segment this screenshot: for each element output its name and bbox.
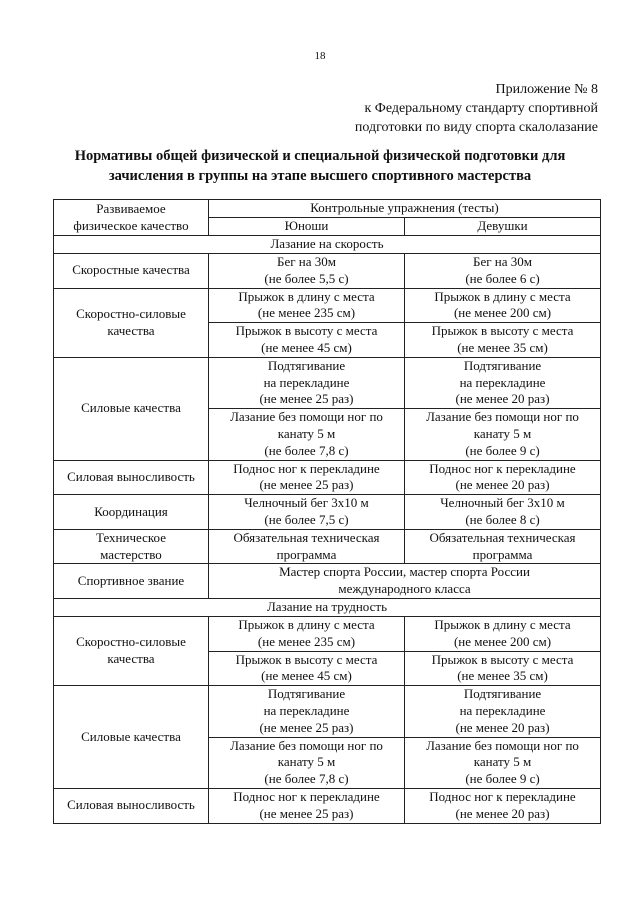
appendix-line: подготовки по виду спорта скалолазание — [354, 120, 598, 135]
norm-line: Прыжок в высоту с места — [431, 651, 574, 667]
norm-line: (не более 9 с) — [465, 771, 540, 787]
boys-norm-cell — [209, 788, 405, 823]
table-row — [54, 288, 601, 323]
norm-line: Подтягивание — [463, 357, 542, 373]
girls-norm-cell — [405, 651, 601, 686]
section-row — [54, 236, 601, 254]
boys-norm-cell — [209, 323, 405, 358]
norm-line: (не менее 45 см) — [261, 668, 352, 684]
rank-line: Мастер спорта России, мастер спорта России — [279, 564, 530, 580]
norm-line: (не менее 235 см) — [257, 633, 356, 649]
quality-cell — [54, 529, 209, 564]
quality-cell: Силовая выносливость — [54, 788, 209, 823]
section-title-speed: Лазание на скорость — [54, 236, 601, 254]
norm-line: (не более 6 с) — [465, 270, 540, 286]
norm-line: (не менее 25 раз) — [259, 719, 354, 735]
norm-line: Прыжок в длину с места — [238, 288, 375, 304]
norm-line: Прыжок в высоту с места — [235, 323, 378, 339]
norm-line: (не более 7,5 с) — [264, 511, 349, 527]
appendix-header — [298, 80, 598, 137]
norm-line: (не менее 20 раз) — [455, 805, 550, 821]
header-boys-cell: Юноши — [209, 218, 405, 236]
norm-line: Лазание без помощи ног по — [230, 409, 383, 425]
norm-line: (не менее 45 см) — [261, 339, 352, 355]
table-row — [54, 357, 601, 408]
norm-line: (не более 8 с) — [465, 511, 540, 527]
norm-line: Подтягивание — [463, 686, 542, 702]
girls-norm-cell — [405, 323, 601, 358]
appendix-line: Приложение № 8 — [495, 82, 598, 97]
norm-line: Поднос ног к перекладине — [233, 788, 380, 804]
norm-line: Подтягивание — [267, 686, 346, 702]
norm-line: Прыжок в длину с места — [238, 616, 375, 632]
norm-line: Челночный бег 3х10 м — [244, 495, 369, 511]
table-row — [54, 616, 601, 651]
boys-norm-cell — [209, 651, 405, 686]
header-tests-cell: Контрольные упражнения (тесты) — [209, 200, 601, 218]
norm-line: на перекладине — [459, 702, 546, 718]
norm-line: Поднос ног к перекладине — [233, 460, 380, 476]
norm-line: Лазание без помощи ног по — [426, 409, 579, 425]
boys-norm-cell — [209, 686, 405, 737]
table-row — [54, 495, 601, 530]
norm-line: (не менее 25 раз) — [259, 805, 354, 821]
norm-line: (не менее 35 см) — [457, 668, 548, 684]
norm-line: (не более 5,5 с) — [264, 270, 349, 286]
boys-norm-cell — [209, 460, 405, 495]
table-row — [54, 460, 601, 495]
appendix-line: к Федеральному стандарту спортивной — [364, 101, 598, 116]
boys-norm-cell — [209, 495, 405, 530]
quality-cell: Силовые качества — [54, 686, 209, 789]
header-girls-cell: Девушки — [405, 218, 601, 236]
norm-line: канату 5 м — [473, 754, 532, 770]
girls-norm-cell — [405, 460, 601, 495]
header-quality-line: физическое качество — [73, 217, 189, 233]
norm-line: программа — [276, 546, 337, 562]
norm-line: (не менее 200 см) — [453, 305, 552, 321]
girls-norm-cell — [405, 686, 601, 737]
norm-line: Поднос ног к перекладине — [429, 460, 576, 476]
norm-line: (не менее 200 см) — [453, 633, 552, 649]
table-row — [54, 254, 601, 289]
section-title-difficulty: Лазание на трудность — [54, 598, 601, 616]
boys-norm-cell — [209, 409, 405, 460]
quality-line: качества — [107, 322, 155, 338]
boys-norm-cell — [209, 616, 405, 651]
girls-norm-cell — [405, 616, 601, 651]
norm-line: (не менее 235 см) — [257, 305, 356, 321]
table-row — [54, 686, 601, 737]
norm-line: Челночный бег 3х10 м — [440, 495, 565, 511]
quality-cell: Спортивное звание — [54, 564, 209, 599]
boys-norm-cell — [209, 529, 405, 564]
norm-line: Прыжок в высоту с места — [431, 323, 574, 339]
quality-line: Скоростно-силовые — [76, 634, 186, 650]
norm-line: Прыжок в длину с места — [434, 288, 571, 304]
norm-line: (не менее 20 раз) — [455, 477, 550, 493]
girls-norm-cell — [405, 737, 601, 788]
norm-line: Лазание без помощи ног по — [230, 737, 383, 753]
girls-norm-cell — [405, 254, 601, 289]
table-row — [54, 788, 601, 823]
quality-line: мастерство — [100, 546, 162, 562]
norm-line: канату 5 м — [473, 425, 532, 441]
norm-line: Обязательная техническая — [233, 529, 380, 545]
boys-norm-cell — [209, 737, 405, 788]
boys-norm-cell — [209, 288, 405, 323]
norm-line: (не менее 35 см) — [457, 339, 548, 355]
norm-line: (не более 7,8 с) — [264, 771, 349, 787]
boys-norm-cell — [209, 357, 405, 408]
girls-norm-cell — [405, 409, 601, 460]
title-line: зачисления в группы на этапе высшего спортивного мастерства — [108, 168, 532, 184]
norm-line: (не более 7,8 с) — [264, 442, 349, 458]
table-row — [54, 564, 601, 599]
girls-norm-cell — [405, 495, 601, 530]
norm-line: программа — [472, 546, 533, 562]
girls-norm-cell — [405, 357, 601, 408]
norm-line: на перекладине — [263, 374, 350, 390]
norm-line: канату 5 м — [277, 425, 336, 441]
quality-cell: Силовая выносливость — [54, 460, 209, 495]
boys-norm-cell — [209, 254, 405, 289]
norm-line: на перекладине — [459, 374, 546, 390]
norm-line: Прыжок в длину с места — [434, 616, 571, 632]
norm-line: (не менее 25 раз) — [259, 391, 354, 407]
quality-cell: Координация — [54, 495, 209, 530]
header-quality-line: Развиваемое — [96, 200, 166, 216]
quality-cell — [54, 288, 209, 357]
page-number: 18 — [314, 50, 326, 62]
norm-line: (не менее 25 раз) — [259, 477, 354, 493]
quality-line: Техническое — [96, 529, 166, 545]
quality-cell: Скоростные качества — [54, 254, 209, 289]
girls-norm-cell — [405, 288, 601, 323]
norm-line: (не менее 20 раз) — [455, 391, 550, 407]
norm-line: канату 5 м — [277, 754, 336, 770]
norm-line: Обязательная техническая — [429, 529, 576, 545]
girls-norm-cell — [405, 788, 601, 823]
quality-line: Скоростно-силовые — [76, 305, 186, 321]
table-header-row — [54, 200, 601, 218]
norms-table — [53, 199, 601, 824]
title-line: Нормативы общей физической и специальной физической подготовки для — [74, 148, 566, 164]
quality-line: качества — [107, 651, 155, 667]
quality-cell — [54, 616, 209, 685]
quality-cell: Силовые качества — [54, 357, 209, 460]
norm-line: (не более 9 с) — [465, 442, 540, 458]
norm-line: Лазание без помощи ног по — [426, 737, 579, 753]
girls-norm-cell — [405, 529, 601, 564]
norm-line: Подтягивание — [267, 357, 346, 373]
norm-line: Бег на 30м — [276, 254, 337, 269]
rank-line: международного класса — [338, 581, 471, 597]
rank-cell — [209, 564, 601, 599]
header-quality-cell — [54, 200, 209, 236]
norm-line: на перекладине — [263, 702, 350, 718]
document-title — [40, 146, 600, 186]
norm-line: Прыжок в высоту с места — [235, 651, 378, 667]
section-row — [54, 598, 601, 616]
norm-line: Бег на 30м — [472, 254, 533, 269]
norm-line: Поднос ног к перекладине — [429, 788, 576, 804]
norm-line: (не менее 20 раз) — [455, 719, 550, 735]
table-row — [54, 529, 601, 564]
